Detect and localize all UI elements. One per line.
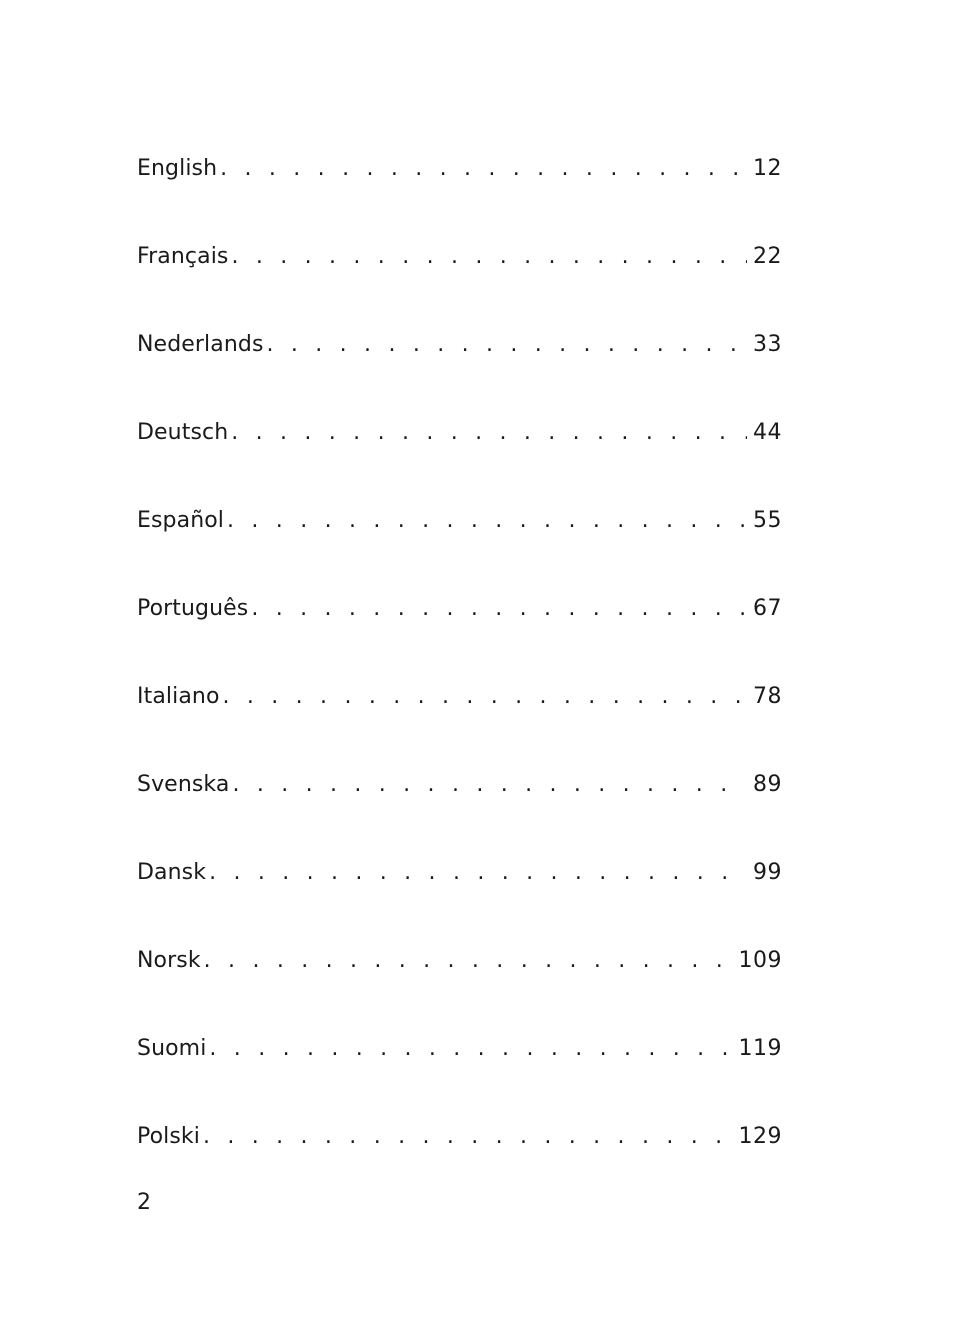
- toc-entry-page: 55: [753, 508, 782, 533]
- dot-leader: [203, 1122, 733, 1152]
- toc-entry-norsk[interactable]: [137, 946, 782, 1034]
- toc-entry-francais[interactable]: [137, 242, 782, 330]
- toc-entry-portugues[interactable]: [137, 594, 782, 682]
- toc-entry-page: 22: [753, 244, 782, 269]
- toc-entry-page: 67: [753, 596, 782, 621]
- dot-leader: [204, 946, 733, 976]
- toc-entry-page: 89: [753, 772, 782, 797]
- toc-entry-label: Polski: [137, 1124, 200, 1149]
- dot-leader: [231, 242, 747, 272]
- toc-entry-label: Italiano: [137, 684, 220, 709]
- toc-entry-deutsch[interactable]: [137, 418, 782, 506]
- dot-leader: [220, 154, 747, 184]
- toc-entry-page: 129: [738, 1124, 782, 1149]
- toc-entry-label: Deutsch: [137, 420, 229, 445]
- toc-entry-page: 44: [753, 420, 782, 445]
- page-number: 2: [137, 1190, 151, 1215]
- toc-entry-nederlands[interactable]: [137, 330, 782, 418]
- toc-entry-espanol[interactable]: [137, 506, 782, 594]
- dot-leader: [232, 770, 747, 800]
- toc-entry-label: Nederlands: [137, 332, 264, 357]
- dot-leader: [231, 418, 747, 448]
- toc-entry-polski[interactable]: [137, 1122, 782, 1210]
- toc-entry-svenska[interactable]: [137, 770, 782, 858]
- toc-entry-label: Norsk: [137, 948, 201, 973]
- toc-entry-label: Dansk: [137, 860, 207, 885]
- dot-leader: [251, 594, 747, 624]
- toc-entry-label: Português: [137, 596, 249, 621]
- toc-entry-page: 109: [738, 948, 782, 973]
- dot-leader: [223, 682, 747, 712]
- toc-entry-label: Svenska: [137, 772, 230, 797]
- dot-leader: [209, 1034, 732, 1064]
- dot-leader: [267, 330, 747, 360]
- toc-entry-label: English: [137, 156, 218, 181]
- toc-entry-english[interactable]: [137, 154, 782, 242]
- toc-entry-page: 99: [753, 860, 782, 885]
- toc-entry-page: 78: [753, 684, 782, 709]
- toc-entry-dansk[interactable]: [137, 858, 782, 946]
- toc-entry-italiano[interactable]: [137, 682, 782, 770]
- table-of-contents: [137, 154, 782, 1210]
- toc-entry-page: 33: [753, 332, 782, 357]
- toc-entry-label: Français: [137, 244, 229, 269]
- toc-entry-label: Suomi: [137, 1036, 207, 1061]
- dot-leader: [227, 506, 747, 536]
- toc-entry-page: 12: [753, 156, 782, 181]
- toc-entry-page: 119: [738, 1036, 782, 1061]
- toc-entry-label: Español: [137, 508, 225, 533]
- toc-entry-suomi[interactable]: [137, 1034, 782, 1122]
- dot-leader: [209, 858, 747, 888]
